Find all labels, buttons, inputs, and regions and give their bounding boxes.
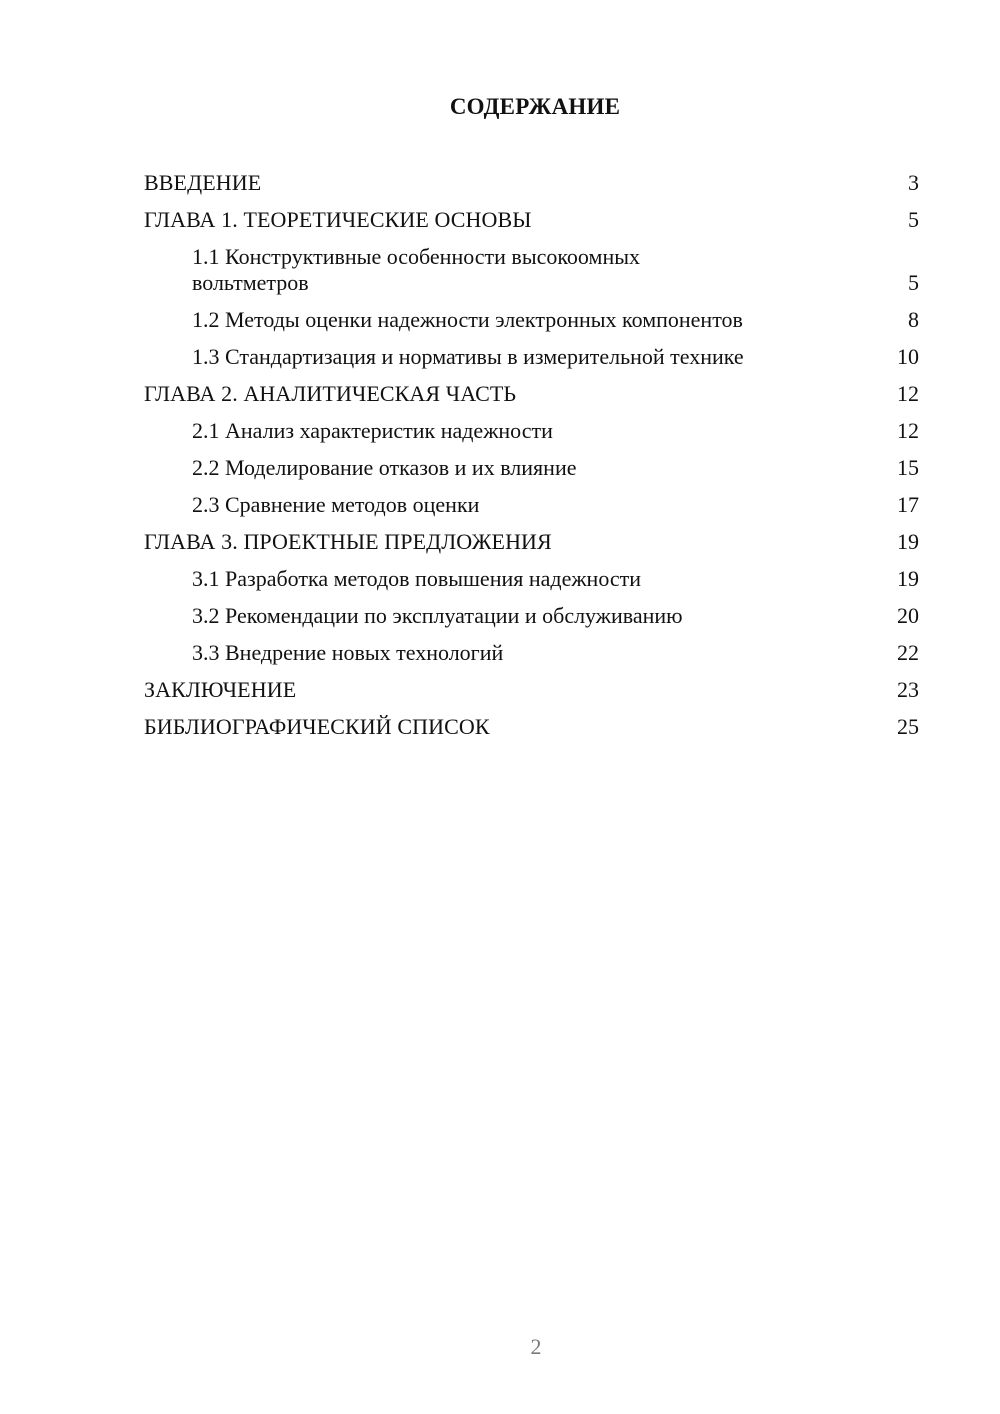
- page-number: 2: [530, 1334, 542, 1359]
- toc-entry-page: 23: [897, 677, 919, 702]
- toc-entry-label: ГЛАВА 3. ПРОЕКТНЫЕ ПРЕДЛОЖЕНИЯ: [144, 529, 552, 554]
- table-of-contents: [144, 170, 919, 751]
- toc-entry-page: 12: [897, 418, 919, 443]
- toc-entry-label: ГЛАВА 2. АНАЛИТИЧЕСКАЯ ЧАСТЬ: [144, 381, 517, 406]
- toc-entry-label: 1.2 Методы оценки надежности электронных компонентов: [192, 307, 743, 332]
- toc-entry-page: 8: [908, 307, 919, 332]
- toc-entry-label: 1.3 Стандартизация и нормативы в измерительной технике: [192, 344, 744, 369]
- toc-entry-page: 5: [908, 270, 919, 295]
- toc-entry-page: 20: [897, 603, 919, 628]
- toc-entry-page: 5: [908, 207, 919, 232]
- toc-entry-page: 10: [897, 344, 919, 369]
- toc-entry-page: 22: [897, 640, 919, 665]
- toc-entry: [144, 529, 919, 555]
- toc-entry: [144, 455, 919, 481]
- toc-entry-label: 3.3 Внедрение новых технологий: [192, 640, 504, 665]
- toc-entry: [144, 344, 919, 370]
- toc-entry: [144, 603, 919, 629]
- toc-entry-label: ГЛАВА 1. ТЕОРЕТИЧЕСКИЕ ОСНОВЫ: [144, 207, 532, 232]
- page-title: СОДЕРЖАНИЕ: [449, 94, 621, 119]
- toc-entry-page: 15: [897, 455, 919, 480]
- toc-entry: [144, 566, 919, 592]
- toc-entry-label: ЗАКЛЮЧЕНИЕ: [144, 677, 297, 702]
- toc-entry: [144, 307, 919, 333]
- toc-entry-page: 25: [897, 714, 919, 739]
- toc-entry-page: 19: [897, 529, 919, 554]
- toc-entry-label: ВВЕДЕНИЕ: [144, 170, 262, 195]
- toc-entry-label: 3.2 Рекомендации по эксплуатации и обслуживанию: [192, 603, 683, 628]
- toc-entry: [144, 640, 919, 666]
- toc-entry: [144, 677, 919, 703]
- toc-entry-label: 2.3 Сравнение методов оценки: [192, 492, 480, 517]
- toc-entry-label: 2.2 Моделирование отказов и их влияние: [192, 455, 577, 480]
- toc-entry-page: 3: [908, 170, 919, 195]
- toc-entry: [144, 207, 919, 233]
- toc-entry: [144, 244, 919, 296]
- toc-entry-label: БИБЛИОГРАФИЧЕСКИЙ СПИСОК: [144, 714, 490, 739]
- toc-entry-label: 1.1 Конструктивные особенности высокоомных вольтметров: [192, 244, 640, 295]
- toc-entry-page: 19: [897, 566, 919, 591]
- toc-entry-page: 17: [897, 492, 919, 517]
- toc-entry: [144, 714, 919, 740]
- toc-entry: [144, 381, 919, 407]
- toc-entry: [144, 170, 919, 196]
- toc-entry: [144, 492, 919, 518]
- toc-entry-page: 12: [897, 381, 919, 406]
- toc-entry-label: 3.1 Разработка методов повышения надежности: [192, 566, 642, 591]
- toc-entry: [144, 418, 919, 444]
- toc-entry-label: 2.1 Анализ характеристик надежности: [192, 418, 553, 443]
